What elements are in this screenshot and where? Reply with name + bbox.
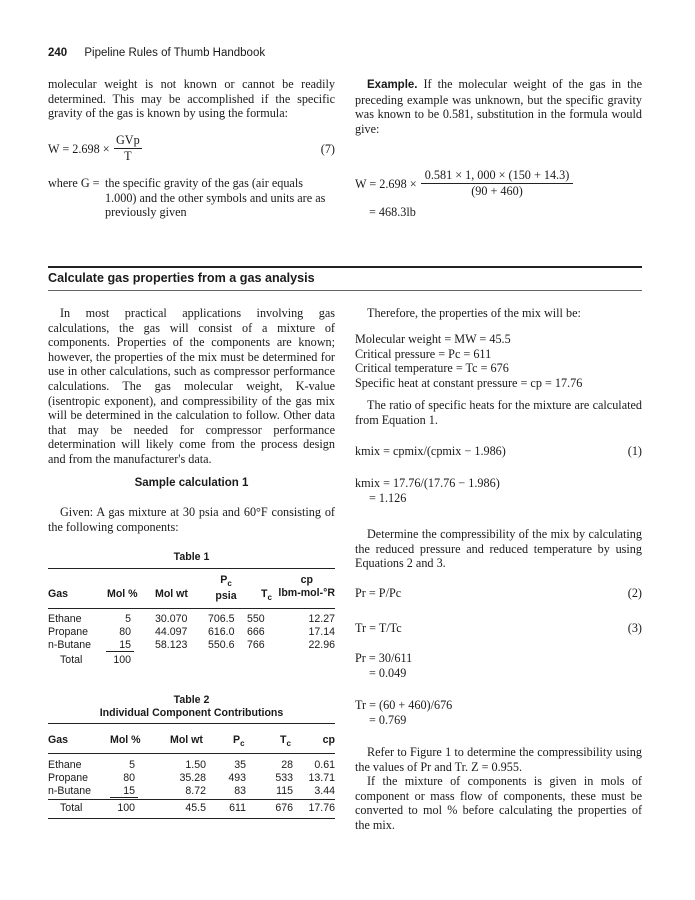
table-row: n-Butane 15 58.123 550.6 766 22.96 (48, 639, 335, 651)
prop-molecular-weight: Molecular weight = MW = 45.5 (355, 332, 511, 346)
table1-total-row: Total 100 (60, 654, 131, 666)
tr-calc: Tr = (60 + 460)/676 (355, 698, 453, 712)
example-eq-numerator: 0.581 × 1, 000 × (150 + 14.3) (421, 168, 573, 184)
pr-result: = 0.049 (369, 666, 407, 680)
kmix-calc: kmix = 17.76/(17.76 − 1.986) (355, 476, 500, 490)
tr-result: = 0.769 (369, 713, 407, 727)
table2-total-rule (48, 799, 335, 800)
section-title: Calculate gas properties from a gas analysis (48, 271, 315, 285)
therefore-line: Therefore, the properties of the mix will be: (367, 306, 581, 320)
table2-header: Gas Mol % Mol wt $P_c$ $T_c$ cp (48, 734, 335, 749)
table-row: n-Butane 15 8.72 83 115 3.44 (48, 785, 335, 797)
table1-title: Table 1 (173, 551, 210, 563)
table-row: Propane 80 44.097 616.0 666 17.14 (48, 626, 335, 638)
table2-h-tc: $T_c$ (280, 734, 291, 749)
table1-body (48, 613, 335, 667)
prop-critical-temperature: Critical temperature = Tc = 676 (355, 361, 509, 376)
table1-h-gas: Gas (48, 588, 69, 600)
table-row: Ethane 5 1.50 35 28 0.61 (48, 759, 335, 771)
prop-specific-heat: Specific heat at constant pressure = cp = 17.76 (355, 375, 583, 390)
table1-h-cp: cp lbm-mol-°R (278, 574, 335, 599)
example-eq-lhs: W = 2.698 × (355, 177, 417, 191)
table2-bottom-rule (48, 818, 335, 819)
equation-2: Pr = P/Pc (2) (355, 586, 642, 600)
table1-h-mol: Mol % (107, 588, 138, 600)
eq7-lhs: W = 2.698 × (48, 142, 110, 156)
eq7-numerator: GVp (116, 133, 140, 147)
example-eq-fraction (421, 168, 573, 199)
table1-top-rule (48, 568, 335, 569)
table1-sum-rule (106, 651, 134, 652)
equation-1: kmix = cpmix/(cpmix − 1.986) (1) (355, 444, 642, 458)
table2-top-rule (48, 723, 335, 724)
table-row: Ethane 5 30.070 706.5 550 12.27 (48, 613, 335, 625)
table2-sum-rule (110, 797, 138, 798)
mix-properties (355, 332, 642, 390)
example-equation (355, 168, 642, 202)
running-title: Pipeline Rules of Thumb Handbook (84, 47, 266, 59)
table-row: Propane 80 35.28 493 533 13.71 (48, 772, 335, 784)
refer-paragraph: Refer to Figure 1 to determine the compressibility using the values of Pr and Tr. Z = 0.955. (355, 745, 642, 774)
page-number: 240 (48, 47, 68, 59)
where-text: the specific gravity of the gas (air equals 1.000) and the other symbols and units are as previously given (105, 176, 326, 220)
sample-calc-heading: Sample calculation 1 (134, 477, 249, 489)
eq7-denominator: T (124, 149, 132, 163)
example-label: Example. (367, 79, 418, 91)
ratio-paragraph: The ratio of specific heats for the mixture are calculated from Equation 1. (355, 398, 642, 427)
eq7-fraction (114, 133, 142, 164)
table1-header-rule (48, 608, 335, 609)
table2-total-row: Total 100 45.5 611 676 17.76 (60, 802, 335, 814)
equation-3: Tr = T/Tc (3) (355, 621, 642, 635)
intro-paragraph: In most practical applications involving gas calculations, the gas will consist of a mixture of components. Properties of the components are known; however, the properties of the mix must be determined for use in other calculations, such as compressor performance calculations. The gas molecular weight, K-value (isentropic exponent), and compressibility of the gas mix will be determined in the calculation to follow. Other data that may be needed for compressor performance determination will likely come from the process design and from the manufacturer's data. (48, 306, 335, 466)
where-lead: where G = (48, 176, 100, 190)
table1-h-tc: $T_c$ (261, 588, 272, 603)
kmix-result: = 1.126 (369, 491, 407, 505)
section-rule (48, 266, 642, 268)
page-header (48, 47, 265, 59)
table2-title: Table 2 (173, 694, 210, 706)
table1-h-pc: $P_c$ psia (215, 574, 237, 603)
table1-h-molwt: Mol wt (155, 588, 188, 600)
eq7-tag: (7) (320, 142, 335, 156)
compressibility-paragraph: Determine the compressibility of the mix by calculating the reduced pressure and reduced temperature by using Equations 2 and 3. (355, 527, 642, 571)
table2-body (48, 759, 335, 798)
given-paragraph: Given: A gas mixture at 30 psia and 60°F consisting of the following components: (48, 505, 335, 534)
where-definition (48, 176, 335, 220)
section-underline (48, 290, 642, 291)
example-text: If the molecular weight of the gas in the preceding example was unknown, but the specific gravity was known to be 0.581, substitution in the formula would give: (355, 77, 643, 136)
table2-header-rule (48, 753, 335, 754)
pr-calc: Pr = 30/611 (355, 651, 413, 665)
table2-subtitle: Individual Component Contributions (99, 707, 284, 719)
table1-header (48, 574, 335, 604)
example-paragraph (355, 77, 642, 136)
left-top-paragraph: molecular weight is not known or cannot be readily determined. This may be accomplished if the specific gravity of the gas is known by using the formula: (48, 77, 335, 121)
example-eq-denominator: (90 + 460) (471, 184, 523, 198)
table2-h-pc: $P_c$ (233, 734, 245, 749)
example-result: = 468.3lb (369, 205, 416, 219)
equation-7 (48, 133, 335, 167)
mixture-paragraph: If the mixture of components is given in mols of component or mass flow of components, these must be converted to mol % before calculating the properties of the mix. (355, 774, 642, 832)
prop-critical-pressure: Critical pressure = Pc = 611 (355, 346, 492, 361)
